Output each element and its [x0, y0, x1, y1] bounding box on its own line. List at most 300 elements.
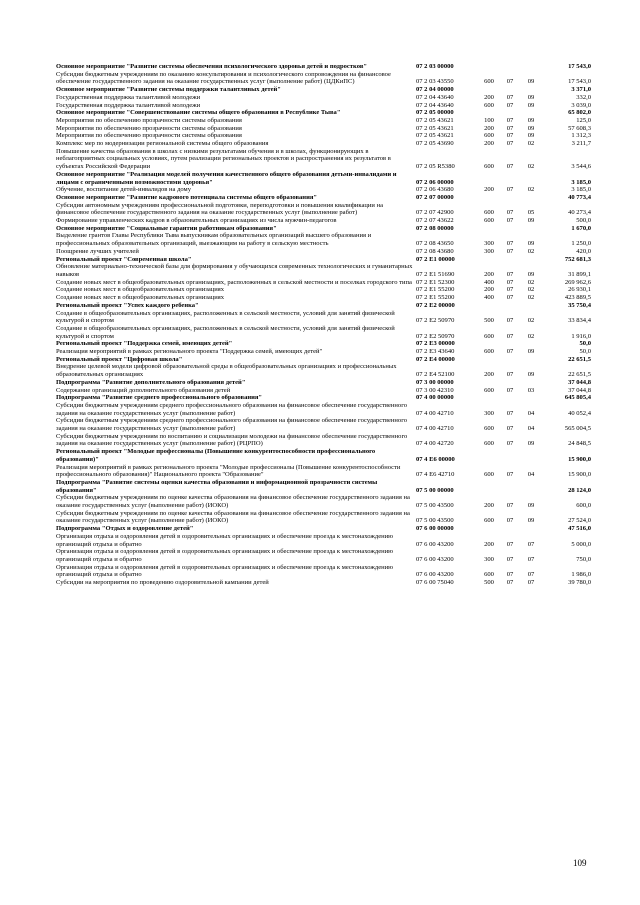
row-amount: 420,0	[576, 247, 591, 255]
row-name: Поощрение лучших учителей	[56, 247, 139, 255]
row-amount: 1 916,0	[571, 332, 591, 340]
row-expense-type: 600	[484, 132, 494, 140]
budget-row	[56, 479, 591, 494]
row-amount: 28 124,0	[568, 486, 591, 494]
row-subsection: 09	[527, 371, 535, 379]
row-section: 07	[506, 556, 514, 563]
row-section	[499, 340, 521, 348]
row-amount: 1 670,0	[571, 224, 591, 232]
row-amount: 3 039,0	[571, 101, 591, 109]
row-code: 07 6 00 43200	[416, 540, 454, 548]
row-amount: 57 608,3	[568, 124, 591, 132]
row-subsection: 05	[527, 209, 535, 217]
row-code: 07 2 E1 51690	[416, 270, 455, 278]
row-amount: 3 185,0	[571, 186, 591, 194]
row-expense-type: 600	[484, 78, 494, 86]
row-subsection	[521, 63, 541, 71]
row-subsection: 03	[527, 386, 535, 394]
row-section: 07	[506, 270, 514, 278]
row-expense-type: 200	[484, 93, 494, 101]
row-subsection	[521, 225, 541, 233]
row-section: 07	[506, 409, 514, 417]
row-name: Государственная поддержка талантливой молодежи	[56, 93, 201, 101]
row-amount: 750,0	[576, 556, 591, 563]
row-section: 07	[506, 278, 514, 286]
budget-row	[56, 417, 591, 432]
row-amount: 40 773,4	[568, 193, 591, 201]
row-expense-type	[479, 356, 499, 364]
row-expense-type: 200	[484, 186, 494, 194]
row-amount: 3 211,7	[571, 140, 591, 148]
row-subsection: 02	[527, 247, 535, 255]
row-name: Подпрограмма "Развитие дополнительного образования детей"	[56, 378, 246, 386]
row-amount: 5 000,0	[571, 540, 591, 548]
row-section: 07	[506, 502, 514, 510]
budget-row	[56, 433, 591, 448]
row-code: 07 2 E2 00000	[416, 301, 455, 309]
row-subsection: 09	[527, 517, 535, 525]
row-code: 07 2 03 43550	[416, 78, 454, 86]
row-name: Создание новых мест в общеобразовательных организациях	[56, 286, 225, 294]
row-code: 07 2 05 43621	[416, 132, 454, 140]
row-code: 07 2 05 43690	[416, 140, 454, 148]
row-expense-type	[479, 479, 499, 494]
row-section: 07	[506, 471, 514, 479]
row-section	[499, 256, 521, 264]
row-name: Обновление материально-технической базы для формирования у обучающихся современных технологических и гуманитарных навыков	[56, 263, 413, 278]
row-subsection: 02	[527, 286, 535, 294]
row-subsection	[521, 340, 541, 348]
row-code: 07 6 00 43200	[416, 571, 454, 579]
row-section: 07	[506, 93, 514, 101]
row-expense-type: 600	[484, 332, 494, 340]
row-amount: 1 986,0	[571, 571, 591, 579]
row-subsection	[521, 525, 541, 533]
row-name: Субсидии на мероприятия по проведению оздоровительной кампании детей	[56, 579, 269, 587]
row-code: 07 2 E3 00000	[416, 340, 455, 348]
row-expense-type: 600	[484, 471, 494, 479]
row-expense-type: 200	[484, 286, 494, 294]
budget-row	[56, 256, 591, 264]
row-name: Организация отдыха и оздоровления детей в оздоровительных организациях и обеспечение проезда к местонахождению организаций отдыха и обратно	[56, 548, 394, 563]
row-expense-type	[479, 525, 499, 533]
row-subsection: 09	[527, 116, 535, 124]
row-code: 07 2 08 43680	[416, 247, 454, 255]
row-code: 07 4 E6 42710	[416, 471, 455, 479]
row-name: Мероприятия по обеспечению прозрачности системы образования	[56, 116, 242, 124]
budget-row	[56, 132, 591, 140]
row-section: 07	[506, 132, 514, 140]
row-expense-type	[479, 171, 499, 186]
budget-row	[56, 379, 591, 387]
budget-allocation-table	[56, 63, 591, 587]
row-section	[499, 194, 521, 202]
row-subsection: 09	[527, 502, 535, 510]
row-subsection	[521, 448, 541, 463]
row-subsection: 09	[527, 93, 535, 101]
row-amount: 37 044,8	[568, 378, 591, 386]
row-code: 07 2 05 43621	[416, 116, 454, 124]
row-subsection: 09	[527, 124, 535, 132]
row-expense-type: 600	[484, 425, 494, 433]
row-code: 07 2 E2 50970	[416, 317, 455, 325]
row-code: 07 2 07 00000	[416, 193, 454, 201]
row-amount: 40 052,4	[568, 409, 591, 417]
row-name: Основное мероприятие "Развитие системы поддержки талантливых детей"	[56, 86, 281, 94]
row-section: 07	[506, 371, 514, 379]
row-name: Субсидии автономным учреждениям профессиональной подготовки, переподготовки и повышения квалификации на финансовое обеспечение государственного задания на оказание государственных услуг (выполнение работ)	[56, 201, 383, 217]
row-expense-type	[479, 63, 499, 71]
row-amount: 31 899,1	[568, 270, 591, 278]
row-name: Региональный проект "Поддержка семей, имеющих детей"	[56, 340, 233, 348]
row-expense-type: 300	[484, 240, 494, 248]
row-expense-type: 200	[484, 502, 494, 510]
row-code: 07 2 03 00000	[416, 63, 454, 70]
budget-row	[56, 348, 591, 356]
row-code: 07 2 05 R5380	[416, 163, 455, 171]
row-code: 07 2 07 43622	[416, 217, 454, 225]
row-code: 07 2 05 00000	[416, 109, 454, 117]
budget-document-page	[56, 63, 591, 587]
row-amount: 15 900,0	[568, 455, 591, 463]
row-code: 07 2 E3 43640	[416, 348, 455, 356]
row-expense-type: 200	[484, 371, 494, 379]
row-subsection: 02	[527, 294, 535, 302]
budget-row	[56, 340, 591, 348]
row-subsection: 09	[527, 348, 535, 356]
row-name: Мероприятия по обеспечению прозрачности системы образования	[56, 132, 242, 140]
row-amount: 1 312,3	[571, 132, 591, 140]
row-section: 07	[506, 116, 514, 124]
row-name: Организация отдыха и оздоровления детей в оздоровительных организациях и обеспечение проезда к местонахождению организаций отдыха и обратно	[56, 532, 394, 548]
row-code: 07 4 00 42720	[416, 440, 454, 448]
row-expense-type: 100	[484, 116, 494, 124]
row-name: Субсидии бюджетным учреждениям по оценке качества образования на финансовое обеспечение государственного задания на оказание государственных услуг (выполнение работ) (ИОКО)	[56, 509, 410, 525]
budget-row	[56, 286, 591, 294]
row-code: 07 4 00 00000	[416, 394, 454, 402]
row-code: 07 5 00 43500	[416, 517, 454, 525]
row-section: 07	[506, 425, 514, 433]
row-section	[499, 448, 521, 463]
budget-row	[56, 232, 591, 247]
row-code: 07 2 04 43640	[416, 101, 454, 109]
row-expense-type: 200	[484, 270, 494, 278]
row-expense-type: 500	[484, 579, 494, 587]
budget-row	[56, 194, 591, 202]
row-code: 07 4 00 42710	[416, 425, 454, 433]
row-name: Субсидии бюджетным учреждениям среднего профессионального образования на финансовое обеспечение государственного задания на оказание государственных услуг (выполнение работ)	[56, 417, 408, 433]
budget-table-body	[56, 63, 591, 587]
row-code: 07 2 08 00000	[416, 224, 454, 232]
row-amount: 269 962,6	[564, 278, 591, 286]
budget-row	[56, 125, 591, 133]
row-expense-type: 600	[484, 163, 494, 171]
row-code: 07 3 00 00000	[416, 378, 454, 386]
row-subsection	[521, 194, 541, 202]
budget-row	[56, 225, 591, 233]
budget-row	[56, 117, 591, 125]
row-subsection: 09	[527, 217, 535, 225]
budget-row	[56, 63, 591, 71]
row-subsection	[521, 356, 541, 364]
row-section	[499, 394, 521, 402]
row-amount: 35 750,4	[568, 301, 591, 309]
row-subsection	[521, 256, 541, 264]
row-name: Мероприятия по обеспечению прозрачности системы образования	[56, 124, 242, 132]
row-section: 07	[506, 217, 514, 225]
row-expense-type	[479, 379, 499, 387]
row-section: 07	[506, 163, 514, 171]
row-amount: 3 371,0	[571, 86, 591, 94]
budget-row	[56, 148, 591, 171]
row-code: 07 2 E1 52300	[416, 278, 455, 286]
row-section: 07	[506, 517, 514, 525]
budget-row	[56, 387, 591, 395]
row-amount: 125,0	[576, 116, 591, 124]
budget-row	[56, 564, 591, 579]
row-code: 07 5 00 00000	[416, 486, 454, 494]
row-amount: 27 524,0	[568, 517, 591, 525]
row-section	[499, 63, 521, 71]
row-section: 07	[506, 540, 514, 548]
budget-row	[56, 109, 591, 117]
budget-row	[56, 394, 591, 402]
budget-row	[56, 356, 591, 364]
row-name: Субсидии бюджетным учреждениям по воспитанию и социализации молодежи на финансовое обеспечение государственного задания на оказание государственных услуг (выполнение работ) (РЦРПО)	[56, 432, 408, 448]
row-section	[499, 171, 521, 186]
budget-row	[56, 510, 591, 525]
row-section	[499, 356, 521, 364]
row-section: 07	[506, 440, 514, 448]
row-subsection: 04	[527, 409, 535, 417]
row-expense-type: 600	[484, 571, 494, 579]
row-expense-type: 600	[484, 209, 494, 217]
row-name: Создание новых мест в общеобразовательных организациях, расположенных в сельской местности и поселках городского типа	[56, 278, 412, 286]
row-section	[499, 479, 521, 494]
row-amount: 17 543,0	[568, 63, 591, 70]
row-section: 07	[506, 348, 514, 356]
row-expense-type: 200	[484, 140, 494, 148]
row-amount: 37 044,8	[568, 386, 591, 394]
budget-row	[56, 102, 591, 110]
row-section: 07	[506, 78, 514, 86]
row-amount: 600,0	[576, 502, 591, 510]
row-subsection: 07	[527, 556, 535, 563]
row-subsection	[521, 86, 541, 94]
row-name: Региональный проект "Молодые профессионалы (Повышение конкурентоспособности профессионального образования)"	[56, 448, 376, 463]
row-amount: 17 543,0	[568, 78, 591, 86]
row-subsection	[521, 379, 541, 387]
budget-row	[56, 279, 591, 287]
row-name: Создание новых мест в общеобразовательных организациях	[56, 294, 225, 302]
row-subsection: 02	[527, 278, 535, 286]
row-amount: 22 651,5	[568, 355, 591, 363]
row-name: Создание в общеобразовательных организациях, расположенных в сельской местности, условий для занятий физической культурой и спортом	[56, 324, 395, 340]
row-name: Внедрение целевой модели цифровой образовательной среды в общеобразовательных организациях и профессиональных образовательных организациях	[56, 363, 397, 379]
row-subsection	[521, 302, 541, 310]
row-expense-type: 200	[484, 124, 494, 132]
row-code: 07 2 E4 52100	[416, 371, 455, 379]
budget-row	[56, 579, 591, 587]
row-code: 07 2 E1 00000	[416, 255, 455, 263]
budget-row	[56, 525, 591, 533]
row-expense-type	[479, 302, 499, 310]
row-section	[499, 302, 521, 310]
row-code: 07 3 00 42310	[416, 386, 454, 394]
row-subsection	[521, 109, 541, 117]
row-name: Основное мероприятие "Совершенствование системы общего образования в Республике Тыва"	[56, 109, 341, 117]
row-amount: 423 889,5	[564, 294, 591, 302]
row-name: Повышение качества образования в школах с низкими результатами обучения и в школах, функционирующих в неблагоприятных социальных условиях, путем реализации региональных проектов и распространения их результатов в субъектах Российской Федерации	[56, 147, 391, 171]
row-name: Региональный проект "Цифровая школа"	[56, 355, 183, 363]
row-name: Субсидии бюджетным учреждениям по оказанию консультирования и психологического сопровождения на финансовое обеспечение государственного задания на оказание государственных услуг (выполнение работ) (ЦДКиПС)	[56, 70, 391, 86]
row-amount: 3 185,0	[571, 178, 591, 186]
row-name: Субсидии бюджетным учреждениям среднего профессионального образования на финансовое обеспечение государственного задания на оказание государственных услуг (выполнение работ)	[56, 401, 408, 417]
row-subsection: 04	[527, 471, 535, 479]
row-name: Комплекс мер по модернизации региональной системы общего образования	[56, 140, 269, 148]
row-expense-type: 400	[484, 278, 494, 286]
row-amount: 565 004,5	[564, 425, 591, 433]
row-subsection: 07	[527, 540, 535, 548]
row-code: 07 2 04 43640	[416, 93, 454, 101]
row-amount: 1 250,0	[571, 240, 591, 248]
row-code: 07 2 06 00000	[416, 178, 454, 186]
budget-row	[56, 71, 591, 86]
budget-row	[56, 263, 591, 278]
row-amount: 645 805,4	[564, 394, 591, 402]
row-name: Реализация мероприятий в рамках регионального проекта "Молодые профессионалы (Повышение конкурентоспособности профессионального образования)" Национального проекта "Образование"	[56, 463, 401, 479]
budget-row	[56, 363, 591, 378]
row-amount: 65 802,0	[568, 109, 591, 117]
row-code: 07 4 E6 00000	[416, 455, 455, 463]
row-expense-type	[479, 109, 499, 117]
budget-row	[56, 171, 591, 186]
row-code: 07 2 E4 00000	[416, 355, 455, 363]
row-expense-type: 600	[484, 440, 494, 448]
row-amount: 500,0	[576, 217, 591, 225]
row-section: 07	[506, 386, 514, 394]
row-section: 07	[506, 240, 514, 248]
row-name: Государственная поддержка талантливой молодежи	[56, 101, 201, 109]
budget-row	[56, 302, 591, 310]
row-name: Основное мероприятие "Развитие системы обеспечения психологического здоровья детей и подростков"	[56, 63, 367, 70]
row-section: 07	[506, 124, 514, 132]
row-expense-type	[479, 194, 499, 202]
row-name: Региональный проект "Современная школа"	[56, 255, 192, 263]
row-amount: 15 900,0	[568, 471, 591, 479]
row-section: 07	[506, 140, 514, 148]
row-subsection: 09	[527, 132, 535, 140]
budget-row	[56, 94, 591, 102]
row-subsection	[521, 479, 541, 494]
budget-row	[56, 548, 591, 563]
budget-row	[56, 464, 591, 479]
row-amount: 22 651,5	[568, 371, 591, 379]
budget-row	[56, 140, 591, 148]
row-amount: 3 544,6	[571, 163, 591, 171]
row-name: Содержание организаций дополнительного образования детей	[56, 386, 231, 394]
row-section: 07	[506, 317, 514, 325]
row-amount: 47 516,0	[568, 525, 591, 533]
row-section	[499, 109, 521, 117]
row-code: 07 6 00 75040	[416, 579, 454, 587]
row-code: 07 2 04 00000	[416, 86, 454, 94]
row-code: 07 2 05 43621	[416, 124, 454, 132]
row-name: Подпрограмма "Отдых и оздоровление детей"	[56, 525, 194, 533]
row-section	[499, 525, 521, 533]
row-name: Выделение грантов Главы Республики Тыва выпускникам образовательных организаций высшего образования и профессиональных образовательных организаций, выезжающим на работу в сельскую местность	[56, 232, 372, 248]
row-name: Основное мероприятие "Социальные гарантии работникам образования"	[56, 224, 277, 232]
row-expense-type: 300	[484, 247, 494, 255]
row-name: Реализация мероприятий в рамках регионального проекта "Поддержка семей, имеющих детей"	[56, 348, 323, 356]
row-subsection	[521, 394, 541, 402]
row-expense-type: 600	[484, 517, 494, 525]
row-expense-type	[479, 448, 499, 463]
row-subsection: 09	[527, 240, 535, 248]
row-section: 07	[506, 571, 514, 579]
row-section	[499, 379, 521, 387]
budget-row	[56, 248, 591, 256]
row-section: 07	[506, 247, 514, 255]
row-amount: 332,0	[576, 93, 591, 101]
row-expense-type: 300	[484, 556, 494, 563]
row-name: Создание в общеобразовательных организациях, расположенных в сельской местности, условий для занятий физической культурой и спортом	[56, 309, 395, 325]
row-name: Основное мероприятие "Развитие кадрового потенциала системы общего образования"	[56, 193, 318, 201]
row-amount: 24 848,5	[568, 440, 591, 448]
row-code: 07 4 00 42710	[416, 409, 454, 417]
row-name: Основное мероприятие "Реализация моделей получения качественного общего образования детьми-инвалидами и лицами с ограниченными возможностями здоровья"	[56, 170, 397, 186]
row-subsection: 02	[527, 332, 535, 340]
row-subsection: 09	[527, 101, 535, 109]
row-section: 07	[506, 101, 514, 109]
row-subsection: 02	[527, 317, 535, 325]
row-subsection: 02	[527, 140, 535, 148]
row-subsection: 07	[527, 571, 535, 579]
row-subsection: 09	[527, 270, 535, 278]
row-amount: 752 681,3	[564, 255, 591, 263]
budget-row	[56, 310, 591, 325]
row-code: 07 2 07 42900	[416, 209, 454, 217]
budget-row	[56, 294, 591, 302]
row-expense-type: 600	[484, 386, 494, 394]
row-expense-type	[479, 394, 499, 402]
row-section	[499, 86, 521, 94]
row-name: Региональный проект "Успех каждого ребенка"	[56, 301, 199, 309]
row-amount: 26 930,1	[568, 286, 591, 294]
row-section: 07	[506, 294, 514, 302]
row-expense-type	[479, 340, 499, 348]
row-expense-type: 500	[484, 317, 494, 325]
row-expense-type: 600	[484, 217, 494, 225]
row-subsection	[521, 171, 541, 186]
budget-row	[56, 533, 591, 548]
row-subsection: 02	[527, 163, 535, 171]
budget-row	[56, 494, 591, 509]
row-name: Организация отдыха и оздоровления детей в оздоровительных организациях и обеспечение проезда к местонахождению организаций отдыха и обратно	[56, 563, 394, 579]
row-amount: 40 273,4	[568, 209, 591, 217]
budget-row	[56, 186, 591, 194]
row-name: Формирование управленческих кадров в образовательных организациях из числа мужчин-педагогов	[56, 217, 337, 225]
row-code: 07 2 E2 50970	[416, 332, 455, 340]
row-expense-type: 200	[484, 540, 494, 548]
row-code: 07 6 00 43200	[416, 556, 454, 563]
row-section	[499, 225, 521, 233]
row-code: 07 2 E1 55200	[416, 286, 455, 294]
row-amount: 50,0	[579, 348, 591, 356]
budget-row	[56, 202, 591, 217]
row-expense-type	[479, 86, 499, 94]
row-section: 07	[506, 579, 514, 587]
